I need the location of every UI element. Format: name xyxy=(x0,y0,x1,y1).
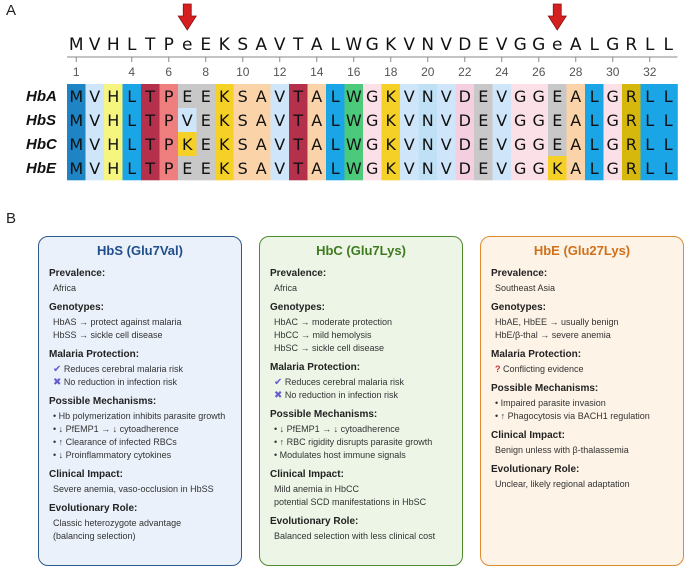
reference-residue: L xyxy=(330,35,340,55)
residue-letter: E xyxy=(200,159,211,178)
reference-residue: V xyxy=(88,35,101,55)
residue-letter: L xyxy=(127,159,137,178)
hbc-role-heading: Evolutionary Role: xyxy=(270,516,359,527)
hbc-mechanisms-heading: Possible Mechanisms: xyxy=(270,409,378,420)
residue-letter: G xyxy=(606,87,619,106)
residue-letter: E xyxy=(552,135,563,154)
residue-letter: G xyxy=(366,159,379,178)
sequence-name: HbC xyxy=(26,136,57,153)
cross-icon: ✖ xyxy=(274,390,283,401)
reference-residue: L xyxy=(663,35,673,55)
reference-residue: G xyxy=(606,35,620,55)
residue-letter: P xyxy=(163,135,174,154)
hbe-protection-heading: Malaria Protection: xyxy=(491,349,582,360)
reference-residue: e xyxy=(182,35,193,55)
residue-letter: V xyxy=(181,111,193,130)
residue-letter: P xyxy=(163,159,174,178)
hbs-mechanism-line: • ↑ Clearance of infected RBCs xyxy=(53,437,177,447)
hbe-prevalence: Southeast Asia xyxy=(495,283,556,293)
hbe-mechanism-line: • ↑ Phagocytosis via BACH1 regulation xyxy=(495,411,650,421)
residue-letter: M xyxy=(69,111,84,130)
residue-letter: G xyxy=(606,159,619,178)
residue-letter: V xyxy=(403,159,415,178)
residue-letter: G xyxy=(514,111,527,130)
residue-letter: T xyxy=(293,159,304,178)
reference-residue: A xyxy=(310,35,323,55)
hbs-mechanism-line: • ↓ PfEMP1 → ↓ cytoadherence xyxy=(53,424,179,434)
reference-residue: V xyxy=(273,35,286,55)
reference-residue: T xyxy=(293,35,304,55)
ruler-tick-label: 18 xyxy=(384,65,398,79)
residue-letter: P xyxy=(163,87,174,106)
residue-letter: R xyxy=(625,87,637,106)
residue-letter: H xyxy=(107,87,120,106)
residue-letter: E xyxy=(182,159,193,178)
residue-letter: V xyxy=(496,111,508,130)
hbs-genotypes-heading: Genotypes: xyxy=(49,302,105,313)
residue-letter: L xyxy=(330,135,340,154)
residue-letter: A xyxy=(255,87,267,106)
sequence-name: HbE xyxy=(26,160,56,177)
residue-letter: V xyxy=(274,135,286,154)
residue-letter: V xyxy=(274,87,286,106)
hbs-protection-line: No reduction in infection risk xyxy=(63,377,177,387)
residue-letter: A xyxy=(570,159,582,178)
mutation-arrow-icon xyxy=(548,4,566,30)
residue-letter: G xyxy=(514,87,527,106)
residue-letter: S xyxy=(237,111,248,130)
hbe-genotypes-heading: Genotypes: xyxy=(491,302,547,313)
residue-letter: T xyxy=(145,87,156,106)
residue-letter: A xyxy=(311,87,323,106)
residue-letter: K xyxy=(182,135,193,154)
hbe-title: HbE (Glu27Lys) xyxy=(533,243,631,258)
residue-letter: M xyxy=(69,87,84,106)
residue-letter: L xyxy=(330,111,340,130)
reference-residue: P xyxy=(163,35,174,55)
residue-letter: E xyxy=(552,111,563,130)
hbs-genotype-line: HbSS → sickle cell disease xyxy=(53,330,163,340)
residue-letter: A xyxy=(570,111,582,130)
residue-letter: N xyxy=(421,135,434,154)
residue-letter: R xyxy=(625,135,637,154)
residue-letter: L xyxy=(589,111,599,130)
residue-letter: A xyxy=(570,87,582,106)
residue-letter: V xyxy=(496,159,508,178)
residue-letter: L xyxy=(663,135,673,154)
cross-icon: ✖ xyxy=(53,377,62,388)
residue-letter: V xyxy=(440,135,452,154)
hbe-role-line: Unclear, likely regional adaptation xyxy=(495,479,630,489)
residue-letter: N xyxy=(421,87,434,106)
residue-letter: V xyxy=(403,135,415,154)
hbs-protection-heading: Malaria Protection: xyxy=(49,349,140,360)
residue-letter: G xyxy=(532,135,545,154)
residue-letter: K xyxy=(385,135,396,154)
hbc-impact-line: Mild anemia in HbCC xyxy=(274,484,360,494)
ruler-tick-label: 30 xyxy=(606,65,620,79)
residue-letter: W xyxy=(345,159,362,178)
ruler-tick-label: 32 xyxy=(643,65,657,79)
residue-letter: A xyxy=(311,135,323,154)
reference-residue: W xyxy=(345,35,363,55)
hbe-role-heading: Evolutionary Role: xyxy=(491,464,580,475)
hbc-prevalence-heading: Prevalence: xyxy=(270,268,327,279)
hbs-genotype-line: HbAS → protect against malaria xyxy=(53,317,182,327)
ruler-tick-label: 14 xyxy=(310,65,324,79)
hbs-impact-line: Severe anemia, vaso-occlusion in HbSS xyxy=(53,484,214,494)
reference-residue: G xyxy=(532,35,546,55)
residue-letter: D xyxy=(458,135,471,154)
ruler-tick-label: 6 xyxy=(165,65,173,79)
check-icon: ✔ xyxy=(274,377,283,388)
residue-letter: H xyxy=(107,135,120,154)
mutation-arrow-icon xyxy=(178,4,196,30)
reference-residue: G xyxy=(365,35,379,55)
ruler-tick-label: 4 xyxy=(128,65,136,79)
ruler-tick-label: 12 xyxy=(273,65,287,79)
residue-letter: T xyxy=(293,111,304,130)
residue-letter: V xyxy=(440,159,452,178)
ruler-tick-label: 20 xyxy=(421,65,435,79)
reference-residue: K xyxy=(385,35,397,55)
residue-letter: E xyxy=(478,87,489,106)
panel-b-label: B xyxy=(6,210,17,227)
residue-letter: G xyxy=(606,111,619,130)
residue-letter: S xyxy=(237,135,248,154)
residue-letter: A xyxy=(311,111,323,130)
hbe-genotype-line: HbAE, HbEE → usually benign xyxy=(495,317,619,327)
hbc-mechanism-line: • Modulates host immune signals xyxy=(274,450,406,460)
residue-letter: G xyxy=(366,135,379,154)
hbs-title: HbS (Glu7Val) xyxy=(97,243,183,258)
residue-letter: V xyxy=(403,87,415,106)
reference-residue: A xyxy=(255,35,268,55)
hbc-genotype-line: HbSC → sickle cell disease xyxy=(274,343,385,353)
hbe-mechanisms-heading: Possible Mechanisms: xyxy=(491,383,599,394)
residue-letter: K xyxy=(552,159,563,178)
residue-letter: G xyxy=(532,111,545,130)
residue-letter: V xyxy=(89,159,101,178)
hbs-mechanism-line: • Hb polymerization inhibits parasite growth xyxy=(53,411,226,421)
residue-letter: E xyxy=(200,111,211,130)
hbs-prevalence-heading: Prevalence: xyxy=(49,268,106,279)
hbc-mechanism-line: • ↑ RBC rigidity disrupts parasite growth xyxy=(274,437,433,447)
hbc-impact-line: potential SCD manifestations in HbSC xyxy=(274,497,427,507)
residue-letter: L xyxy=(663,159,673,178)
residue-letter: T xyxy=(293,135,304,154)
residue-letter: R xyxy=(625,159,637,178)
reference-residue: V xyxy=(403,35,416,55)
ruler-tick-label: 1 xyxy=(72,65,80,79)
ruler-tick-label: 16 xyxy=(347,65,361,79)
residue-letter: L xyxy=(330,87,340,106)
residue-letter: L xyxy=(645,87,655,106)
hbs-card xyxy=(38,236,242,566)
residue-letter: V xyxy=(89,87,101,106)
hbs-mechanisms-heading: Possible Mechanisms: xyxy=(49,396,157,407)
hbc-prevalence: Africa xyxy=(274,283,298,293)
residue-letter: K xyxy=(219,111,230,130)
reference-residue: M xyxy=(68,35,84,55)
residue-letter: V xyxy=(403,111,415,130)
residue-letter: T xyxy=(145,135,156,154)
residue-letter: L xyxy=(663,111,673,130)
residue-letter: K xyxy=(219,159,230,178)
check-icon: ✔ xyxy=(53,364,62,375)
residue-letter: H xyxy=(107,111,120,130)
residue-letter: L xyxy=(645,159,655,178)
hbc-card xyxy=(259,236,463,566)
residue-letter: E xyxy=(552,87,563,106)
ruler-tick-label: 28 xyxy=(569,65,583,79)
hbe-impact-heading: Clinical Impact: xyxy=(491,430,565,441)
ruler-tick-label: 26 xyxy=(532,65,546,79)
residue-letter: D xyxy=(458,159,471,178)
reference-residue: S xyxy=(237,35,249,55)
residue-letter: G xyxy=(532,87,545,106)
residue-letter: L xyxy=(127,87,137,106)
residue-letter: L xyxy=(645,111,655,130)
hbe-card xyxy=(480,236,684,566)
residue-letter: A xyxy=(255,111,267,130)
residue-letter: G xyxy=(514,159,527,178)
reference-residue: G xyxy=(513,35,527,55)
residue-letter: N xyxy=(421,111,434,130)
hbs-role-line: Classic heterozygote advantage xyxy=(53,518,182,528)
residue-letter: G xyxy=(606,135,619,154)
hbe-prevalence-heading: Prevalence: xyxy=(491,268,548,279)
hbs-role-line: (balancing selection) xyxy=(53,531,136,541)
reference-residue: V xyxy=(495,35,508,55)
residue-letter: L xyxy=(645,135,655,154)
residue-letter: M xyxy=(69,159,84,178)
reference-residue: A xyxy=(569,35,582,55)
ruler-tick-label: 10 xyxy=(236,65,250,79)
hbe-genotype-line: HbE/β-thal → severe anemia xyxy=(495,330,611,340)
reference-residue: R xyxy=(625,35,638,55)
residue-letter: S xyxy=(237,159,248,178)
reference-residue: E xyxy=(477,35,489,55)
residue-letter: V xyxy=(496,135,508,154)
hbc-genotype-line: HbCC → mild hemolysis xyxy=(274,330,372,340)
reference-residue: L xyxy=(127,35,137,55)
hbs-impact-heading: Clinical Impact: xyxy=(49,469,123,480)
residue-letter: V xyxy=(496,87,508,106)
hbc-genotypes-heading: Genotypes: xyxy=(270,302,326,313)
hbc-protection-line: No reduction in infection risk xyxy=(284,390,398,400)
residue-letter: A xyxy=(311,159,323,178)
residue-letter: S xyxy=(237,87,248,106)
residue-letter: L xyxy=(589,135,599,154)
reference-residue: K xyxy=(218,35,230,55)
residue-letter: L xyxy=(589,87,599,106)
residue-letter: R xyxy=(625,111,637,130)
ruler-tick-label: 8 xyxy=(202,65,210,79)
residue-letter: N xyxy=(421,159,434,178)
hbc-title: HbC (Glu7Lys) xyxy=(316,243,406,258)
residue-letter: L xyxy=(127,135,137,154)
residue-letter: D xyxy=(458,87,471,106)
residue-letter: V xyxy=(274,159,286,178)
residue-letter: L xyxy=(127,111,137,130)
hbe-mechanism-line: • Impaired parasite invasion xyxy=(495,398,606,408)
reference-residue: T xyxy=(145,35,156,55)
hbc-mechanism-line: • ↓ PfEMP1 → ↓ cytoadherence xyxy=(274,424,400,434)
residue-letter: V xyxy=(89,135,101,154)
ruler-tick-label: 24 xyxy=(495,65,509,79)
residue-letter: K xyxy=(219,135,230,154)
panel-a-label: A xyxy=(6,2,17,19)
residue-letter: L xyxy=(663,87,673,106)
reference-residue: e xyxy=(552,35,563,55)
residue-letter: V xyxy=(89,111,101,130)
residue-letter: T xyxy=(293,87,304,106)
residue-letter: A xyxy=(570,135,582,154)
sequence-name: HbS xyxy=(26,112,56,129)
hbc-genotype-line: HbAC → moderate protection xyxy=(274,317,393,327)
residue-letter: T xyxy=(145,159,156,178)
residue-letter: V xyxy=(440,111,452,130)
hbc-protection-heading: Malaria Protection: xyxy=(270,362,361,373)
residue-letter: P xyxy=(163,111,174,130)
hbe-protection-line: Conflicting evidence xyxy=(503,364,584,374)
residue-letter: M xyxy=(69,135,84,154)
residue-letter: K xyxy=(385,159,396,178)
question-icon: ? xyxy=(495,364,501,374)
reference-residue: E xyxy=(200,35,212,55)
residue-letter: W xyxy=(345,111,362,130)
hbc-impact-heading: Clinical Impact: xyxy=(270,469,344,480)
sequence-name: HbA xyxy=(26,88,57,105)
residue-letter: V xyxy=(440,87,452,106)
residue-letter: E xyxy=(478,111,489,130)
residue-letter: G xyxy=(366,111,379,130)
residue-letter: D xyxy=(458,111,471,130)
hbc-role-line: Balanced selection with less clinical cost xyxy=(274,531,436,541)
hbs-protection-line: Reduces cerebral malaria risk xyxy=(63,364,183,374)
residue-letter: K xyxy=(385,111,396,130)
residue-letter: A xyxy=(255,135,267,154)
residue-letter: L xyxy=(589,159,599,178)
reference-residue: D xyxy=(458,35,472,55)
reference-residue: L xyxy=(645,35,655,55)
residue-letter: G xyxy=(366,87,379,106)
reference-residue: H xyxy=(106,35,120,55)
residue-letter: K xyxy=(385,87,396,106)
hbs-role-heading: Evolutionary Role: xyxy=(49,503,138,514)
ruler-tick-label: 22 xyxy=(458,65,472,79)
residue-letter: E xyxy=(478,135,489,154)
hbs-mechanism-line: • ↓ Proinflammatory cytokines xyxy=(53,450,172,460)
residue-letter: E xyxy=(200,87,211,106)
residue-letter: G xyxy=(514,135,527,154)
residue-letter: H xyxy=(107,159,120,178)
residue-letter: A xyxy=(255,159,267,178)
reference-residue: V xyxy=(440,35,453,55)
residue-letter: T xyxy=(145,111,156,130)
residue-letter: E xyxy=(182,87,193,106)
residue-letter: G xyxy=(532,159,545,178)
hbe-impact-line: Benign unless with β-thalassemia xyxy=(495,445,629,455)
residue-letter: V xyxy=(274,111,286,130)
reference-residue: N xyxy=(421,35,435,55)
residue-letter: K xyxy=(219,87,230,106)
sequence-alignment xyxy=(0,0,685,200)
residue-letter: W xyxy=(345,87,362,106)
residue-letter: E xyxy=(200,135,211,154)
hbc-protection-line: Reduces cerebral malaria risk xyxy=(284,377,404,387)
reference-residue: L xyxy=(589,35,599,55)
residue-letter: E xyxy=(478,159,489,178)
residue-letter: L xyxy=(330,159,340,178)
residue-letter: W xyxy=(345,135,362,154)
hbs-prevalence: Africa xyxy=(53,283,77,293)
